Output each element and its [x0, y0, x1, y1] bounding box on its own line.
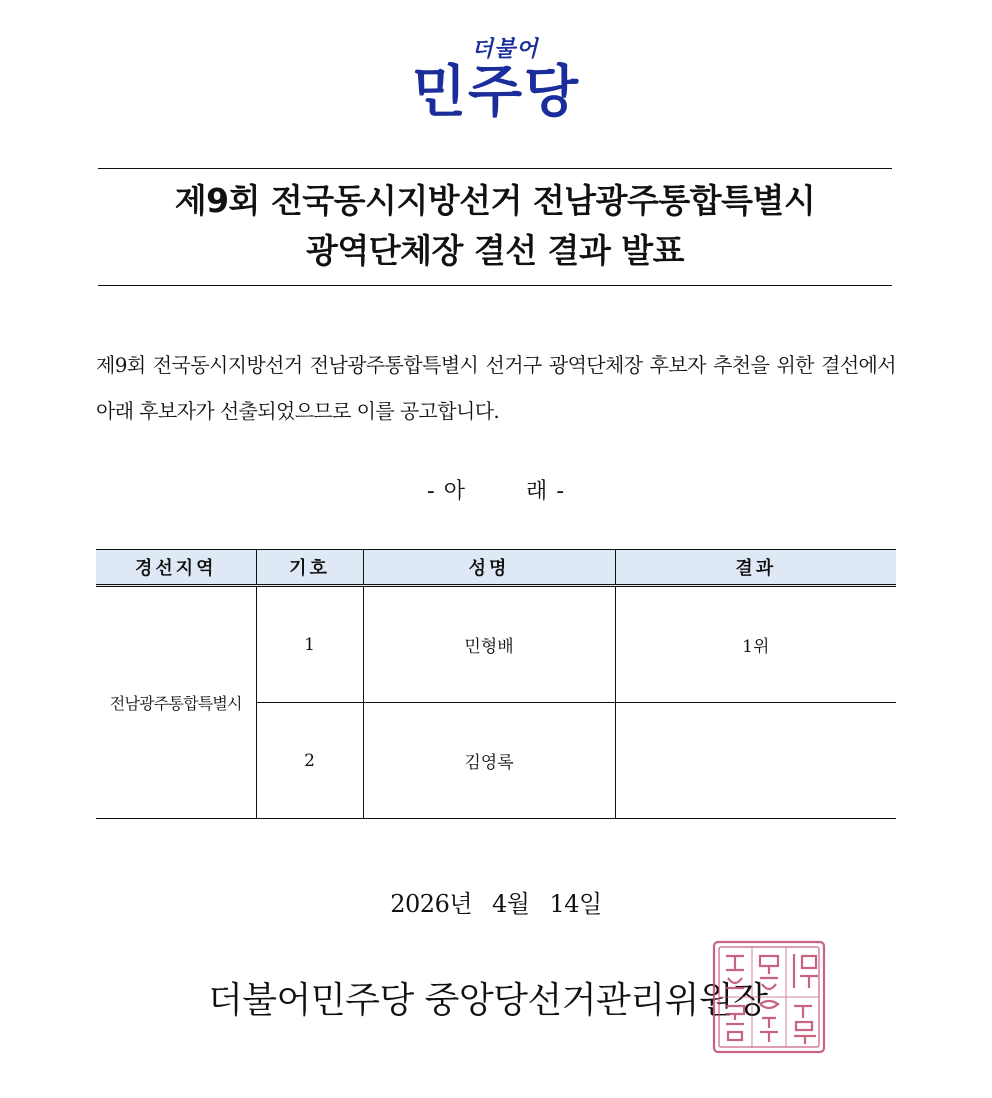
header-name: 성명	[363, 550, 615, 586]
below-heading-right: 래 -	[526, 479, 566, 504]
candidate-result	[615, 703, 896, 819]
logo-small-text: 더불어	[471, 37, 539, 62]
candidate-result: 1위	[615, 586, 896, 703]
title-bottom-rule	[98, 285, 892, 286]
date-month: 4월	[492, 890, 530, 918]
result-table	[96, 549, 896, 819]
candidate-number: 2	[256, 703, 363, 819]
title-line-1: 제9회 전국동시지방선거 전남광주통합특별시	[174, 181, 816, 220]
candidate-name: 민형배	[363, 586, 615, 703]
header-result: 결과	[615, 550, 896, 586]
announcement-title	[98, 176, 892, 276]
official-seal-icon	[710, 938, 828, 1056]
below-heading	[0, 474, 992, 505]
intro-paragraph: 제9회 전국동시지방선거 전남광주통합특별시 선거구 광역단체장 후보자 추천을 위한 결선에서 아래 후보자가 선출되었으므로 이를 공고합니다.	[96, 353, 896, 423]
party-logo	[0, 38, 992, 124]
logo-main-text: 민주당	[411, 60, 581, 125]
candidate-name: 김영록	[363, 703, 615, 819]
below-heading-left: - 아	[426, 479, 466, 504]
table-row	[96, 586, 896, 703]
header-number: 기호	[256, 550, 363, 586]
title-line-2: 광역단체장 결선 결과 발표	[305, 231, 685, 270]
title-top-rule	[98, 168, 892, 169]
signer-title: 더불어민주당 중앙당선거관리위원장	[208, 980, 768, 1021]
table-header-row	[96, 550, 896, 586]
announcement-date	[0, 884, 992, 919]
header-region: 경선지역	[96, 550, 256, 586]
date-year: 2026년	[390, 890, 473, 918]
candidate-number: 1	[256, 586, 363, 703]
date-day: 14일	[549, 890, 602, 918]
region-cell: 전남광주통합특별시	[96, 586, 256, 819]
